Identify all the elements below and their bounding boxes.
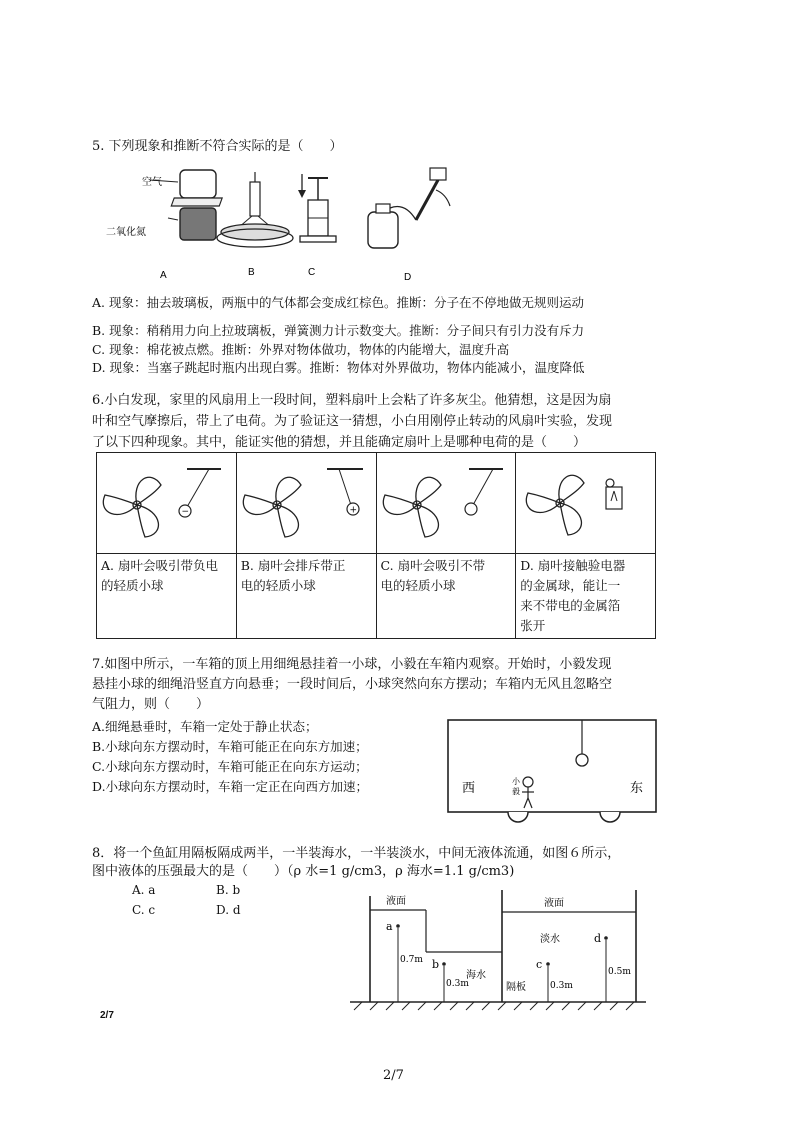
fan-figure-b xyxy=(237,453,375,549)
wheel-icon xyxy=(600,812,620,822)
train-car-body xyxy=(448,720,656,812)
wheel-icon xyxy=(508,812,528,822)
ball-sign-positive: + xyxy=(349,505,357,516)
fresh-water-label: 淡水 xyxy=(540,934,560,945)
q6-option-a-line-1: A. 扇叶会吸引带负电 xyxy=(101,558,218,573)
q8-option-d: D. d xyxy=(216,903,241,917)
q6-option-d-line-1: D. 扇叶接触验电器 xyxy=(520,558,626,573)
q6-fig-cell-a xyxy=(97,453,237,554)
q8-option-b: B. b xyxy=(216,883,241,897)
q6-option-table xyxy=(96,452,656,639)
point-d-label: d xyxy=(594,932,602,945)
q5-option-c: C. 现象：棉花被点燃。推断：外界对物体做功，物体的内能增大，温度升高 xyxy=(92,342,510,357)
fan-figure-a xyxy=(97,453,235,549)
q7-option-d: D.小球向东方摆动时，车箱一定正在向西方加速； xyxy=(92,779,369,794)
fig-letter-b: B xyxy=(248,267,255,278)
q6-option-b xyxy=(236,554,376,639)
q5-figures xyxy=(106,160,480,285)
page-number-center: 2/7 xyxy=(383,1068,404,1083)
q6-fig-cell-c xyxy=(376,453,516,554)
q6-stem-line-2: 叶和空气摩擦后，带上了电荷。为了验证这一猜想，小白用刚停止转动的风扇叶实验，发现 xyxy=(92,414,613,429)
q5-stem: 5. 下列现象和推断不符合实际的是（ ） xyxy=(92,139,343,154)
q7-train-car-figure xyxy=(446,718,660,830)
q6-stem-line-1: 6.小白发现，家里的风扇用上一段时间，塑料扇叶上会粘了许多灰尘。他猜想，这是因为扇 xyxy=(92,393,612,408)
person-label-1: 小 xyxy=(512,777,520,786)
fig-letter-a: A xyxy=(160,270,167,281)
q8-option-c: C. c xyxy=(132,903,156,917)
q6-stem-line-3: 了以下四种现象。其中，能证实他的猜想，并且能确定扇叶上是哪种电荷的是（ ） xyxy=(92,435,587,450)
point-b-label: b xyxy=(432,958,440,971)
q6-fig-cell-b xyxy=(236,453,376,554)
q6-option-a xyxy=(97,554,237,639)
q5-option-b: B. 现象：稍稍用力向上拉玻璃板，弹簧测力计示数变大。推断：分子间只有引力没有斥力 xyxy=(92,323,585,338)
figure-b-spring-scale xyxy=(217,172,293,247)
q5-option-d: D. 现象：当塞子跳起时瓶内出现白雾。推断：物体对外界做功，物体内能减小，温度降低 xyxy=(92,360,585,375)
q7-stem-line-1: 7.如图中所示，一车箱的顶上用细绳悬挂着一小球，小毅在车箱内观察。开始时，小毅发现 xyxy=(92,657,612,672)
q7-option-c: C.小球向东方摆动时，车箱可能正在向东方运动； xyxy=(92,759,368,774)
q5-option-a: A. 现象：抽去玻璃板，两瓶中的气体都会变成红棕色。推断：分子在不停地做无规则运动 xyxy=(92,295,584,310)
electroscope-icon xyxy=(606,487,622,509)
person-label-2: 毅 xyxy=(512,787,520,796)
q8-fish-tank-figure xyxy=(350,890,650,1016)
q7-stem-line-3: 气阻力，则（ ） xyxy=(92,697,210,712)
height-d-label: 0.5m xyxy=(608,967,631,977)
direction-west: 西 xyxy=(462,781,476,796)
q6-option-b-line-1: B. 扇叶会排斥带正 xyxy=(240,558,346,573)
q6-option-d-line-3: 来不带电的金属箔 xyxy=(520,598,621,613)
q8-option-a: A. a xyxy=(132,883,156,897)
point-a-label: a xyxy=(386,920,393,933)
page-number-small: 2/7 xyxy=(100,1010,114,1021)
q8-stem-line-2: 图中液体的压强最大的是（ ）（ρ 水=1 g/cm3，ρ 海水=1.1 g/cm3) xyxy=(92,864,515,879)
figure-c-piston xyxy=(298,174,336,242)
height-a-label: 0.7m xyxy=(400,955,423,965)
label-no2: 二氧化氮 xyxy=(106,227,146,238)
sea-water-label: 海水 xyxy=(466,970,486,981)
direction-east: 东 xyxy=(630,781,644,796)
point-c-label: c xyxy=(536,958,543,971)
q6-option-d-line-2: 的金属球，能让一 xyxy=(520,578,621,593)
height-b-label: 0.3m xyxy=(446,979,469,989)
fig-letter-c: C xyxy=(308,267,316,278)
surface-label-left: 液面 xyxy=(386,896,406,907)
q6-option-d xyxy=(516,554,656,639)
q7-stem-line-2: 悬挂小球的细绳沿竖直方向悬垂；一段时间后，小球突然向东方摆动；车箱内无风且忽略空 xyxy=(92,677,613,692)
fig-letter-d: D xyxy=(404,272,412,283)
surface-label-right: 液面 xyxy=(544,898,564,909)
height-c-label: 0.3m xyxy=(550,981,573,991)
q6-option-d-line-4: 张开 xyxy=(520,618,546,633)
q6-option-c-line-2: 电的轻质小球 xyxy=(380,578,456,593)
figure-a-jars xyxy=(106,170,222,240)
q6-option-a-line-2: 的轻质小球 xyxy=(101,578,164,593)
q7-option-b: B.小球向东方摆动时，车箱可能正在向东方加速； xyxy=(92,739,368,754)
q6-option-c-line-1: C. 扇叶会吸引不带 xyxy=(380,558,486,573)
q8-stem-line-1: 8．将一个鱼缸用隔板隔成两半，一半装海水，一半装淡水，中间无液体流通，如图６所示， xyxy=(92,846,621,861)
partition-label: 隔板 xyxy=(506,982,526,993)
q6-option-c xyxy=(376,554,516,639)
label-air: 空气 xyxy=(142,177,162,188)
fan-figure-d xyxy=(516,453,654,549)
figure-d-bottle-pump xyxy=(368,168,450,248)
q7-option-a: A.细绳悬垂时，车箱一定处于静止状态； xyxy=(92,719,318,734)
q6-fig-cell-d xyxy=(516,453,656,554)
ball-sign-negative: − xyxy=(181,507,190,517)
fan-figure-c xyxy=(377,453,515,549)
q6-option-b-line-2: 电的轻质小球 xyxy=(240,578,316,593)
hanging-ball xyxy=(576,754,588,766)
